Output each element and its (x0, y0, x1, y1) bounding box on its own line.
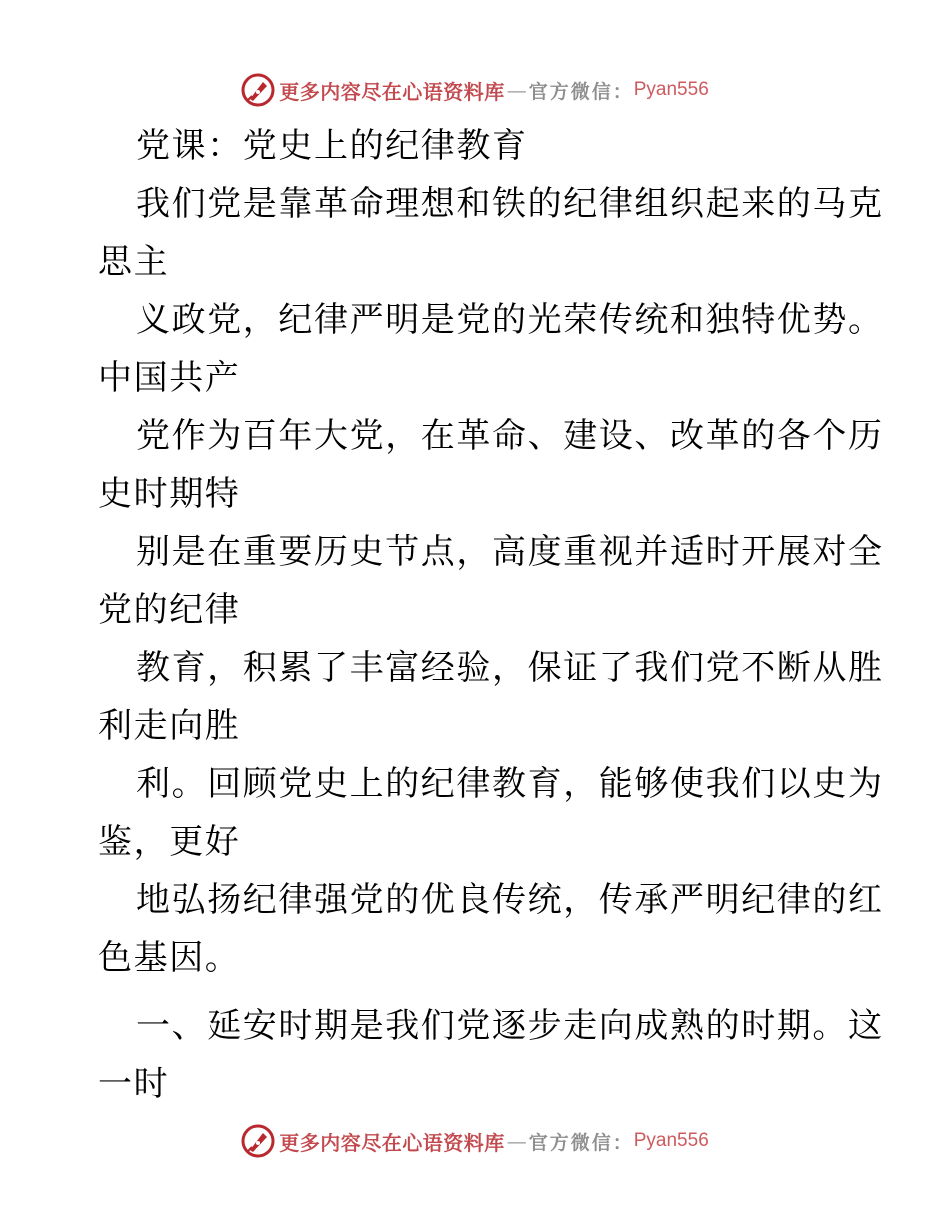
pen-nib-logo-icon (241, 1124, 275, 1158)
wechat-label: 官方微信： (528, 1131, 634, 1154)
text-line: 中国共产 (98, 358, 241, 398)
site-name-text: 更多内容尽在心语资料库 (279, 79, 505, 104)
pen-nib-logo-icon (241, 73, 275, 107)
wechat-id: Pyan556 (633, 79, 709, 100)
text-line: 鉴，更好 (98, 822, 241, 862)
text-line: 党作为百年大党，在革命、建设、改革的各个历 (136, 416, 884, 456)
footer-banner (0, 1121, 950, 1161)
text-line: 一时 (98, 1064, 170, 1104)
wechat-id: Pyan556 (633, 1130, 709, 1151)
banner-separator: — (506, 1129, 527, 1153)
header-banner (0, 70, 950, 110)
text-line: 党的纪律 (98, 590, 241, 630)
text-line: 色基因。 (98, 938, 241, 978)
site-name-text: 更多内容尽在心语资料库 (279, 1130, 505, 1155)
text-line: 思主 (98, 242, 170, 282)
text-line: 史时期特 (98, 474, 241, 514)
text-line: 我们党是靠革命理想和铁的纪律组织起来的马克 (136, 184, 884, 224)
banner-separator: — (506, 78, 527, 102)
text-line: 地弘扬纪律强党的优良传统，传承严明纪律的红 (136, 880, 884, 920)
text-line: 利走向胜 (98, 706, 241, 746)
text-line: 义政党，纪律严明是党的光荣传统和独特优势。 (136, 300, 884, 340)
text-line: 别是在重要历史节点，高度重视并适时开展对全 (136, 532, 884, 572)
wechat-label: 官方微信： (528, 80, 634, 103)
text-line: 教育，积累了丰富经验，保证了我们党不断从胜 (136, 648, 884, 688)
text-line: 一、延安时期是我们党逐步走向成熟的时期。这 (136, 1006, 884, 1046)
text-line: 利。回顾党史上的纪律教育，能够使我们以史为 (136, 764, 884, 804)
page-title: 党课：党史上的纪律教育 (136, 126, 528, 166)
